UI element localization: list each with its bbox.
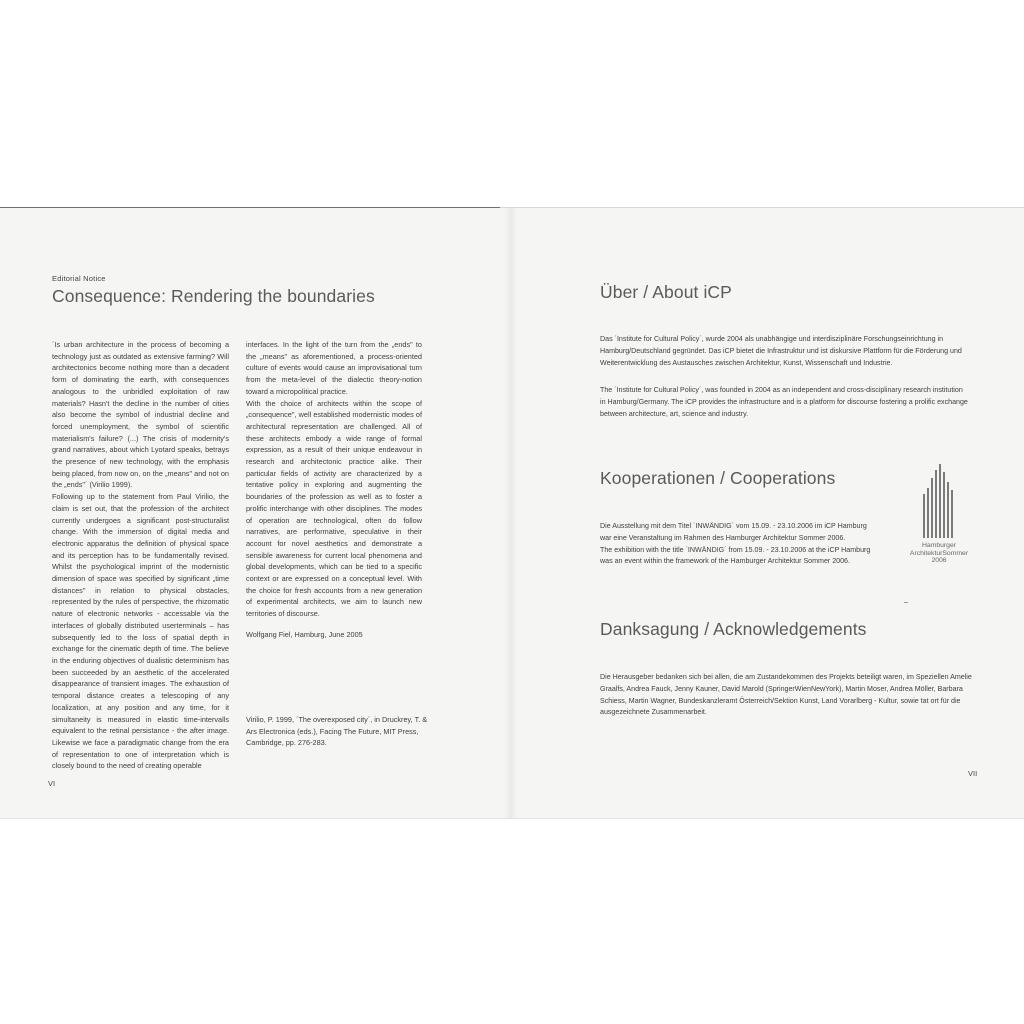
- cooperation-line: was an event within the framework of the Hamburger Architektur Sommer 2006.: [600, 557, 850, 566]
- cooperations-text: [600, 521, 890, 568]
- right-page: [512, 208, 1024, 818]
- body-paragraph: Following up to the statement from Paul Virilio, the claim is set out, that the profession of the architect currently undergoes a significant post-structuralist change. With the immersion of digital media and electronic apparatus the definition of physical space and its perception has to be fundamentally revised. Whilst the psychological imprint of the modernistic dimension of space was specified by significant „time distances" in relation to physical obstacles, represented by the rules of perspective, the rhizomatic nature of electronic networks - accessable via the interfaces of globally distributed userterminals – has subsequently led to the loss of spatial depth in exchange for the cinematic depth of time. The believe in the enduring objectives of dualistic determinism has been succeeded by an aesthetic of the accelerated disappearance of transient images. The exhaustion of temporal distance creates a telescoping of any localization, at any position and any time, for it simultaneity is measured in elastic time-intervalls equivalent to the retinal persistance - the after image. Likewise we face a paradigmatic change from the era of representation to one of interpretation which is closely bound to the need of creating operable: [52, 492, 229, 771]
- quote-paragraph: ´Is urban architecture in the process of becoming a technology just as outdated as extensive farming? Will architectonics become nothing more than a decadent form of dominating the earth, with consequences analogous to the unbridled exploitation of raw materials? Hasn't the decline in the number of cities also become the symbol of industrial decline and forced unemployment, the symbol of scientific materialism's failure? (...) The crisis of modernity's grand narratives, about which Lyotard speaks, betrays the presence of new technology, with the emphasis being placed, from now on, on the „means" and not on the „ends"´ (Virilio 1999).: [52, 340, 229, 490]
- about-title: Über / About iCP: [600, 282, 732, 302]
- acknowledgements-title: Danksagung / Acknowledgements: [600, 619, 867, 639]
- acknowledgements-text: Die Herausgeber bedanken sich bei allen, die am Zustandekommen des Projekts beteiligt waren, im Speziellen Amelie Graalfs, Andrea Fauck, Jenny Kauner, David Marold (SpringerWienNewYork), Martin Moser, Andrea Möller, Barbara Schiess, Martin Wagner, Bundeskanzleramt Österreich/Sektion Kunst, Land Vorarlberg - Kultur, sowie tat ort für die ausgezeichnete Zusammenarbeit.: [600, 673, 972, 717]
- signature: Wolfgang Fiel, Hamburg, June 2005: [246, 629, 363, 639]
- book-spread: [0, 207, 1024, 819]
- body-paragraph: With the choice of architects within the scope of „consequence", well established modernistic modes of architectural representation are challenged. All of these architects embody a wide range of formal expression, as a result of their unique endeavour in research and architectonic practice alike. Their particular fields of activity are characterized by a tentative policy in exploring and augmenting the boundaries of the profession as well as to foster a prolific interchange with other disciplines. The modes of operation are technological, often do follow narratives, are performative, speculative in their account for novel aesthetics and demonstrate a sensible awareness for current local phenomena and global developments, which can be tied to a specific context or are expressed on a conceptual level. With the choice for fresh accounts from a new generation of experimental architects, we aim to launch new territories of discourse.: [246, 398, 422, 619]
- left-page: [0, 208, 512, 818]
- text-column-2: [246, 339, 422, 641]
- text-column-1: [52, 339, 229, 772]
- cooperation-line: war eine Veranstaltung im Rahmen des Hamburger Architektur Sommer 2006.: [600, 533, 846, 542]
- about-english-text: The ´Institute for Cultural Policy´, was founded in 2004 as an independent and cross-disciplinary research institution in Hamburg/Germany. The iCP provides the infrastructure and is a platform for discourse fostering a prolific exchange between architecture, art, science and industry.: [600, 386, 968, 418]
- page-number: VII: [968, 769, 978, 778]
- page-title: Consequence: Rendering the boundaries: [52, 286, 375, 306]
- section-label: Editorial Notice: [52, 274, 106, 283]
- reference-note: Virilio, P. 1999, ´The overexposed city´, in Druckrey, T. & Ars Electronica (eds.), Facing The Future, MIT Press, Cambridge, pp. 276-283.: [246, 715, 428, 748]
- page-number: VI: [48, 779, 56, 788]
- cooperation-line: The exhibition with the title ´INWÄNDIG´ from 15.09. - 23.10.2006 at the iCP Hamburg: [600, 545, 871, 554]
- logo-line: 2006: [931, 557, 947, 565]
- body-paragraph: interfaces. In the light of the turn from the „ends" to the „means" as aforementioned, a process-oriented culture of events would cause an improvisational turn from the meta-level of the dialectic theory-notion toward a micropolitical practice.: [246, 340, 422, 396]
- cooperations-title: Kooperationen / Cooperations: [600, 468, 836, 488]
- logo-line: ArchitekturSommer: [909, 549, 969, 557]
- skyline-bars-icon: [919, 464, 959, 538]
- logo-line: Hamburger: [922, 542, 956, 549]
- hamburger-architektur-sommer-logo: [896, 464, 982, 574]
- print-speck: [904, 602, 908, 603]
- cooperation-line: Die Ausstellung mit dem Titel ´INWÄNDIG´ vom 15.09. - 23.10.2006 im iCP Hamburg: [600, 522, 867, 530]
- top-rule: [0, 207, 500, 208]
- about-german-text: Das ´Institute for Cultural Policy´, wurde 2004 als unabhängige und interdisziplinäre Forschungseinrichtung in Hamburg/Deutschland gegründet. Das iCP bietet die Infrastruktur und ist diskursive Plattform für die Förderung und Weiterentwicklung des Austausches zwischen Architektur, Kunst, Wissenschaft und Industrie.: [600, 335, 962, 367]
- logo-text: [896, 542, 982, 565]
